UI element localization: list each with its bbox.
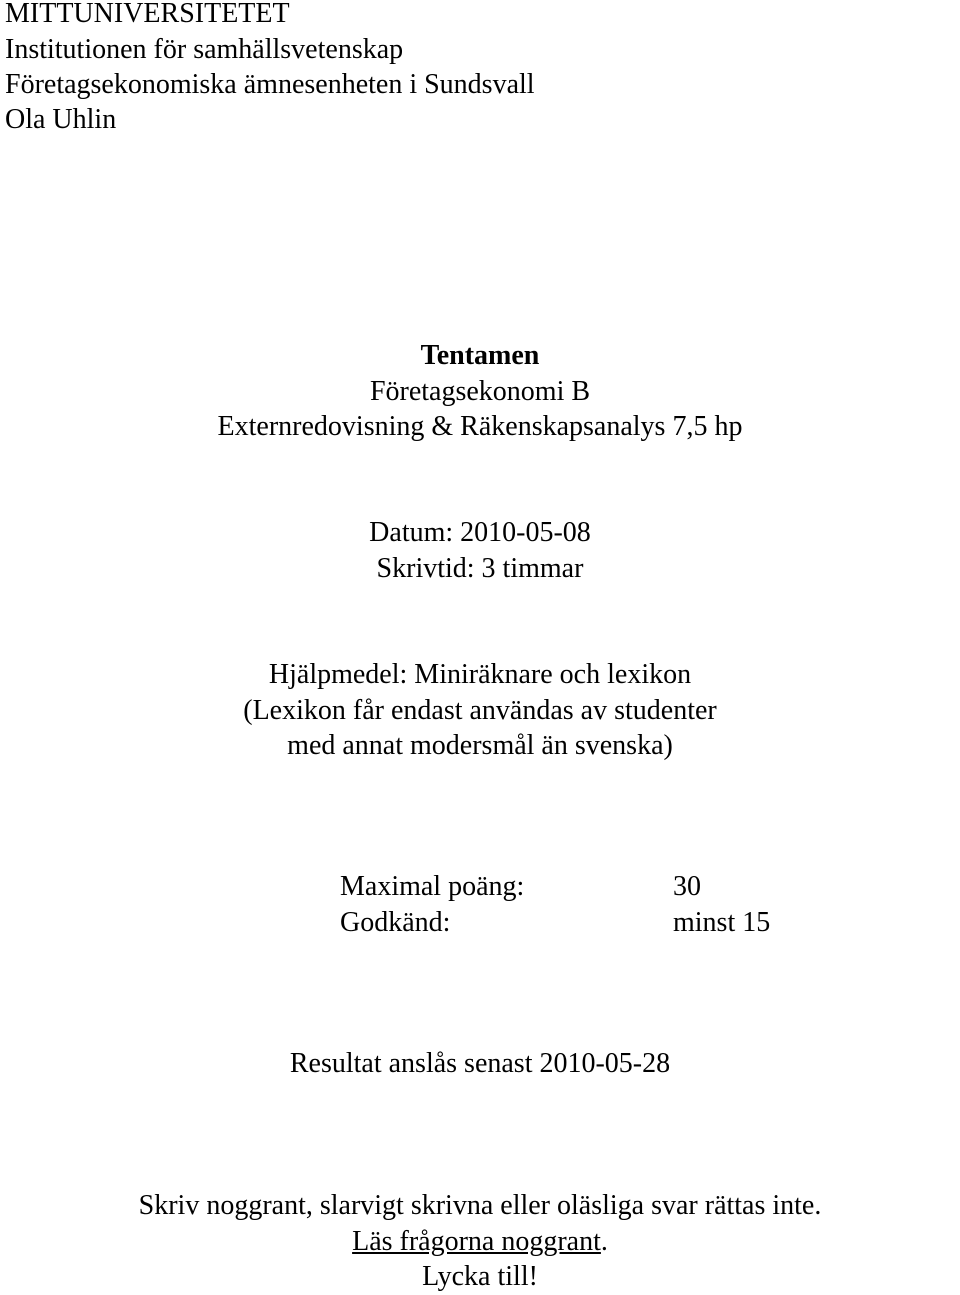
aids-line-3: med annat modersmål än svenska)	[287, 730, 673, 761]
good-luck-text: Lycka till!	[422, 1261, 538, 1292]
read-carefully-period: .	[600, 1226, 608, 1257]
institution-name: Institutionen för samhällsvetenskap	[5, 34, 404, 65]
university-name: MITTUNIVERSITETET	[5, 0, 290, 29]
exam-title: Tentamen	[420, 340, 540, 371]
exam-course: Externredovisning & Räkenskapsanalys 7,5 hp	[217, 411, 743, 442]
aids-line-2: (Lexikon får endast användas av studenter	[243, 695, 717, 726]
results-notice: Resultat anslås senast 2010-05-28	[289, 1048, 671, 1079]
instructions-line-1: Skriv noggrant, slarvigt skrivna eller oläsliga svar rättas inte.	[138, 1190, 822, 1221]
pass-label: Godkänd:	[340, 907, 451, 938]
pass-value: minst 15	[673, 907, 771, 938]
max-points-label: Maximal poäng:	[340, 871, 525, 902]
exam-subject: Företagsekonomi B	[369, 376, 591, 407]
exam-duration: Skrivtid: 3 timmar	[376, 553, 584, 584]
max-points-value: 30	[673, 871, 701, 902]
unit-name: Företagsekonomiska ämnesenheten i Sundsvall	[5, 69, 535, 100]
exam-date: Datum: 2010-05-08	[369, 517, 591, 548]
instructions-line-2	[0, 1228, 960, 1256]
author-name: Ola Uhlin	[5, 104, 117, 135]
read-carefully-text: Läs frågorna noggrant	[352, 1226, 601, 1257]
aids-line-1: Hjälpmedel: Miniräknare och lexikon	[268, 659, 692, 690]
